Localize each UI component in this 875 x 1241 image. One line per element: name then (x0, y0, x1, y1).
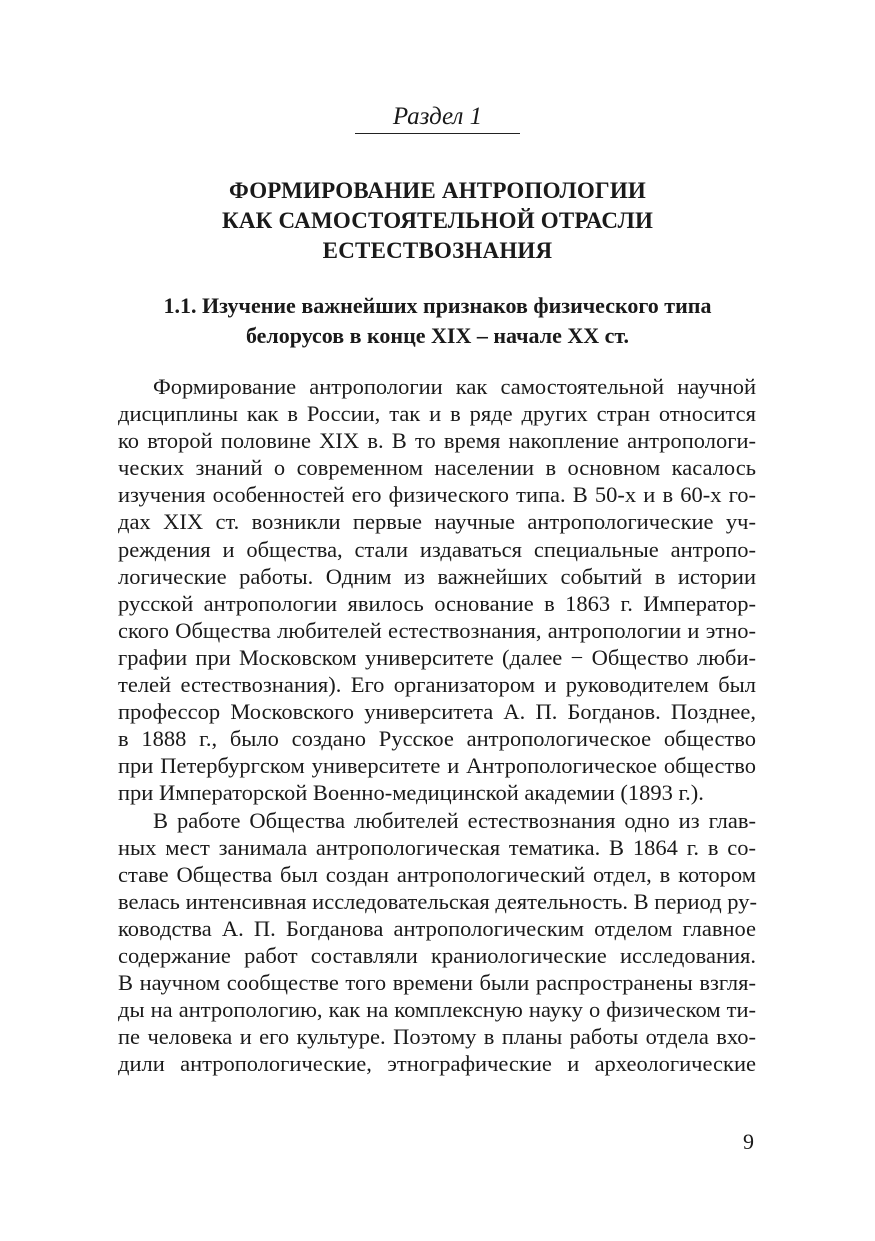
subsection-title-line: белорусов в конце XIX – начале XX ст. (245, 323, 630, 348)
page-number: 9 (743, 1129, 754, 1154)
paragraph-line: велась интенсивная исследовательская деятельность. В период ру- (118, 888, 757, 914)
subsection-title-line: 1.1. Изучение важнейших признаков физического типа (163, 293, 712, 318)
paragraph-line: при Петербургском университете и Антропологическое общество (118, 753, 756, 779)
paragraph-line: логические работы. Одним из важнейших событий в истории (118, 563, 756, 589)
paragraph-line: ных мест занимала антропологическая тематика. В 1864 г. в со- (118, 834, 756, 860)
paragraph-line: графии при Московском университете (далее − Общество люби- (118, 644, 756, 670)
chapter-title-line: ФОРМИРОВАНИЕ АНТРОПОЛОГИИ (228, 178, 647, 203)
paragraph-line: пе человека и его культуре. Поэтому в планы работы отдела вхо- (118, 1024, 756, 1050)
paragraph-line: В работе Общества любителей естествознания одно из глав- (153, 807, 756, 833)
chapter-title (120, 176, 755, 266)
paragraph-line: дах XIX ст. возникли первые научные антропологические уч- (118, 509, 756, 535)
chapter-title-line: КАК САМОСТОЯТЕЛЬНОЙ ОТРАСЛИ (221, 208, 654, 233)
section-underline (355, 133, 520, 134)
paragraph-line: ческих знаний о современном населении в основном касалось (118, 455, 756, 481)
paragraph-line: содержание работ составляли краниологические исследования. (118, 942, 756, 968)
paragraph-line: Формирование антропологии как самостоятельной научной (153, 374, 756, 399)
paragraph-line: изучения особенностей его физического типа. В 50-х и в 60-х го- (118, 482, 756, 508)
paragraph-line: дили антропологические, этнографические и археологические (118, 1051, 756, 1077)
chapter-title-line: ЕСТЕСТВОЗНАНИЯ (322, 238, 553, 263)
paragraph-line: русской антропологии явилось основание в 1863 г. Император- (118, 590, 756, 616)
paragraph-line: реждения и общества, стали издаваться специальные антропо- (118, 536, 756, 562)
paragraph-line: дисциплины как в России, так и в ряде других стран относится (118, 401, 756, 427)
body-text (118, 373, 756, 1077)
paragraph-line: профессор Московского университета А. П. Богданов. Позднее, (118, 699, 756, 725)
paragraph-line: ко второй половине XIX в. В то время накопление антропологи- (118, 428, 756, 454)
section-label: Раздел 1 (392, 103, 483, 130)
paragraph-line: ставе Общества был создан антропологический отдел, в котором (118, 861, 756, 887)
paragraph-line: телей естествознания). Его организатором и руководителем был (118, 672, 756, 698)
paragraph-line: при Императорской Военно-медицинской академии (1893 г.). (118, 780, 704, 806)
subsection-title (120, 291, 755, 351)
paragraph-line: ского Общества любителей естествознания, антропологии и этно- (118, 617, 756, 643)
paragraph-line: в 1888 г., было создано Русское антропологическое общество (118, 726, 756, 752)
paragraph-line: ды на антропологию, как на комплексную науку о физическом ти- (118, 997, 756, 1023)
paragraph-line: ководства А. П. Богданова антропологическим отделом главное (118, 915, 756, 941)
paragraph-line: В научном сообществе того времени были распространены взгля- (118, 970, 756, 996)
